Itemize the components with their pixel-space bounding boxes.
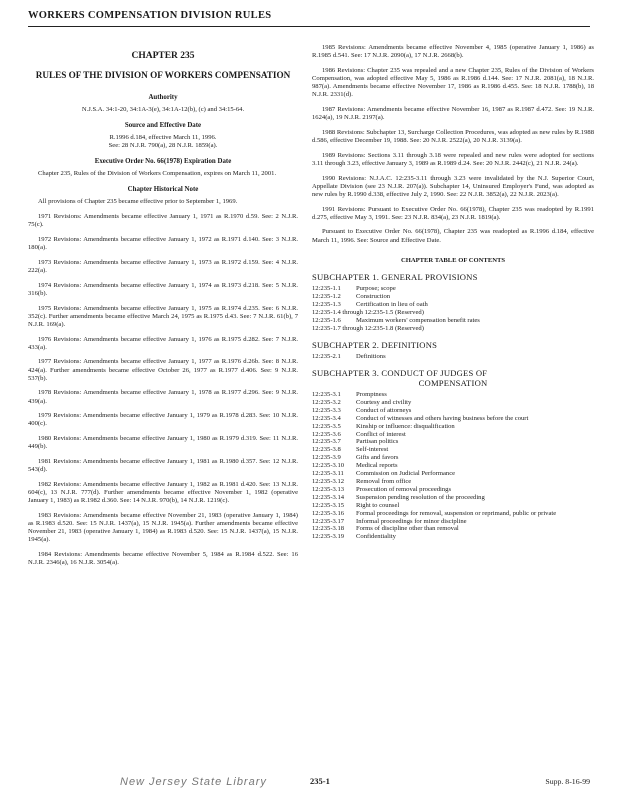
history-paragraph: 1988 Revisions: Subchapter 13, Surcharge Collection Procedures, was adopted as new rules by R.1988 d.586, effective December 19, 1988. See: 20 N.J.R. 2522(a), 20 N.J.R. 3139(a). (312, 128, 594, 144)
toc-section-number: 12:235-3.2 (312, 398, 341, 406)
source-line: See: 28 N.J.R. 790(a), 28 N.J.R. 1859(a). (108, 141, 218, 149)
toc-entry (312, 407, 594, 415)
toc-entry (312, 462, 594, 470)
toc-section-title: Prosecution of removal proceedings (356, 485, 452, 493)
history-paragraph: 1990 Revisions: N.J.A.C. 12:235-3.11 through 3.23 were invalidated by the N.J. Superior Court, Appellate Division (see 23 N.J.R. 207(a)). Subchapter 14, Uninsured Employer's Fund, was adopted as new rules by R.1990 d.338, effective July 2, 1990. See: 22 N.J.R. 3852(a), 22 N.J.R. 2023(a). (312, 174, 594, 198)
toc-entry (312, 533, 594, 541)
toc-section-number: 12:235-2.1 (312, 353, 341, 361)
executive-order-heading: Executive Order No. 66(1978) Expiration Date (94, 158, 232, 166)
toc-section-title: Forms of discipline other than removal (356, 525, 459, 533)
toc-entry (312, 494, 594, 502)
running-head: WORKERS COMPENSATION DIVISION RULES (28, 10, 272, 21)
toc-section-title: Kinship or influence: disqualification (356, 422, 455, 430)
toc-section-title: Certification in lieu of oath (356, 301, 428, 308)
authority-heading: Authority (148, 93, 178, 101)
toc-entry (312, 423, 594, 431)
history-paragraph: 1985 Revisions: Amendments became effective November 4, 1985 (operative January 1, 1986) as R.1985 d.541. See: 17 N.J.R. 2090(a), 17 N.J.R. 2668(b). (312, 44, 594, 60)
toc-section-title: Maximum workers' compensation benefit rates (356, 316, 480, 324)
toc-section-number: 12:235-3.14 (312, 493, 345, 501)
history-paragraph: 1978 Revisions: Amendments became effective January 1, 1978 as R.1977 d.296. See: 9 N.J.R. 439(a). (28, 389, 298, 405)
toc-section-title (424, 325, 594, 333)
table-of-contents-title: CHAPTER TABLE OF CONTENTS (400, 256, 506, 264)
toc-entry (312, 518, 594, 526)
history-paragraph: 1983 Revisions: Amendments became effective November 21, 1983 (operative January 1, 1984) as R.1983 d.520. See: 15 N.J.R. 1437(a), 15 N.J.R. 1945(a). Further amendments became effective November 21, 1983 (operative January 1, 1984) as R.1983 d.520. See: 15 N.J.R. 1437(a), 15 N.J.R. 1945(a). (28, 511, 298, 544)
toc-section-title (424, 309, 594, 317)
toc-entry (312, 399, 594, 407)
toc-entry (312, 446, 594, 454)
toc-entry (312, 431, 594, 439)
subchapter-heading-continuation: COMPENSATION (418, 377, 488, 388)
history-paragraph: 1984 Revisions: Amendments became effective November 5, 1984 as R.1984 d.522. See: 16 N.J.R. 2346(a), 16 N.J.R. 3054(a). (28, 550, 298, 567)
subchapter-heading: SUBCHAPTER 2. DEFINITIONS (312, 339, 438, 350)
toc-section-title: Gifts and favors (356, 454, 399, 462)
history-paragraph: 1979 Revisions: Amendments became effective January 1, 1979 as R.1978 d.283. See: 10 N.J.R. 400(c). (28, 412, 298, 428)
toc-section-title: Purpose; scope (356, 285, 396, 293)
source-heading: Source and Effective Date (124, 121, 202, 129)
toc-section-number: 12:235-1.6 (312, 316, 341, 324)
history-paragraph: 1977 Revisions: Amendments became effective January 1, 1977 as R.1976 d.26b. See: 8 N.J.R. 424(a). Further amendments became effective October 26, 1977 as R.1977 d.406. See: 9 N.J.R. 537(b). (28, 358, 298, 382)
toc-entry (312, 470, 594, 478)
toc-section-number: 12:235-3.8 (312, 446, 341, 454)
history-paragraph: Pursuant to Executive Order No. 66(1978), Chapter 235 was readopted as R.1996 d.184, effective March 11, 1996. See: Source and Effective Date. (312, 228, 594, 244)
toc-section-number: 12:235-3.12 (312, 478, 345, 485)
history-paragraph: 1987 Revisions: Amendments became effective November 16, 1987 as R.1987 d.472. See: 19 N.J.R. 1624(a), 19 N.J.R. 2197(a). (312, 105, 594, 122)
toc-section-number: 12:235-3.15 (312, 501, 345, 509)
history-paragraph: 1975 Revisions: Amendments became effective January 1, 1975 as R.1974 d.235. See: 6 N.J.R. 352(c). Further amendments became effective March 24, 1975 as R.1975 d.43. See: 7 N.J.R. 61(b), 7 N.J.R. 169(a). (28, 304, 298, 328)
historical-note-heading: Chapter Historical Note (127, 186, 199, 194)
subchapter-heading: SUBCHAPTER 1. GENERAL PROVISIONS (312, 271, 478, 282)
history-paragraph: 1974 Revisions: Amendments became effective January 1, 1974 as R.1973 d.218. See: 5 N.J.R. 316(b). (28, 281, 298, 297)
toc-entry (312, 502, 594, 510)
toc-section-title: Right to counsel (356, 501, 400, 509)
toc-section-title: Courtesy and civility (356, 398, 412, 406)
toc-entry (312, 353, 594, 361)
toc-section-number: 12:235-3.3 (312, 406, 341, 414)
toc-section-number: 12:235-3.7 (312, 438, 341, 446)
history-paragraph: All provisions of Chapter 235 became effective prior to September 1, 1969. (38, 198, 238, 206)
history-paragraph: 1972 Revisions: Amendments became effective January 1, 1972 as R.1971 d.140. See: 3 N.J.R. 180(a). (28, 236, 298, 252)
page-number: 235-1 (310, 776, 330, 786)
toc-section-number: 12:235-3.19 (312, 533, 345, 541)
toc-section-title: Informal proceedings for minor discipline (356, 517, 467, 525)
toc-section-title: Commission on Judicial Performance (356, 470, 456, 478)
toc-section-title: Partisan politics (356, 438, 399, 446)
toc-section-title: Promptness (356, 391, 387, 399)
toc-entry (312, 309, 594, 317)
history-paragraph: 1989 Revisions: Sections 3.11 through 3.18 were repealed and new rules were adopted for sections 3.11 through 3.23, effective January 3, 1989 as R.1989 d.24. See: 20 N.J.R. 2442(c), 21 N.J.R. 24(a). (312, 151, 594, 167)
toc-entry (312, 454, 594, 462)
toc-entry (312, 415, 594, 423)
toc-entry (312, 317, 594, 325)
toc-section-number: 12:235-1.4 through 12:235-1.5 (Reserved) (312, 308, 424, 316)
toc-section-title: Suspension pending resolution of the proceeding (356, 493, 485, 501)
toc-entry (312, 510, 594, 518)
supplement-date: Supp. 8-16-99 (545, 777, 590, 786)
history-paragraph: 1976 Revisions: Amendments became effective January 1, 1976 as R.1975 d.282. See: 7 N.J.R. 433(a). (28, 335, 298, 351)
toc-section-title: Self-interest (356, 446, 389, 454)
history-paragraph: 1971 Revisions: Amendments became effective January 1, 1971 as R.1970 d.59. See: 2 N.J.R. 75(c). (28, 213, 298, 229)
toc-entry (312, 285, 594, 293)
toc-entry (312, 478, 594, 486)
toc-entry (312, 325, 594, 333)
toc-section-title: Medical reports (356, 462, 398, 470)
toc-section-title: Construction (356, 293, 391, 301)
subchapter-heading (312, 369, 594, 388)
toc-list (312, 353, 594, 361)
toc-section-number: 12:235-1.2 (312, 293, 341, 301)
history-paragraph: 1982 Revisions: Amendments became effective January 1, 1982 as R.1981 d.420. See: 13 N.J.R. 604(c), 13 N.J.R. 777(d). Further amendments became effective November 1, 1982 (operative January 1, 1983) as R.1982 d.360. See: 14 N.J.R. 970(b), 14 N.J.R. 1219(c). (28, 480, 298, 505)
history-paragraph: 1980 Revisions: Amendments became effective January 1, 1980 as R.1979 d.319. See: 11 N.J.R. 449(b). (28, 435, 298, 451)
toc-section-number: 12:235-3.1 (312, 391, 341, 399)
history-paragraph: 1986 Revisions: Chapter 235 was repealed and a new Chapter 235, Rules of the Division of Workers Compensation, was adopted effective May 5, 1986 as R.1986 d.144. See: 17 N.J.R. 2081(a), 18 N.J.R. 987(a). Amendments became effective November 17, 1986 as R.1986 d.455. See: 18 N.J.R. 1788(b), 18 N.J.R. 2331(d). (312, 66, 594, 99)
toc-section-title: Conflict of interest (356, 430, 406, 438)
toc-section-number: 12:235-1.7 through 12:235-1.8 (Reserved) (312, 324, 424, 332)
history-paragraph: 1973 Revisions: Amendments became effective January 1, 1973 as R.1972 d.159. See: 4 N.J.R. 222(a). (28, 258, 298, 274)
history-paragraph: 1981 Revisions: Amendments became effective January 1, 1981 as R.1980 d.357. See: 12 N.J.R. 543(d). (28, 458, 298, 474)
toc-section-number: 12:235-3.18 (312, 525, 345, 533)
chapter-number: CHAPTER 235 (131, 51, 195, 61)
history-paragraph: 1991 Revisions: Pursuant to Executive Order No. 66(1978), Chapter 235 was readopted by R.1991 d.275, effective May 3, 1991. See: 23 N.J.R. 834(a), 23 N.J.R. 1819(a). (312, 205, 594, 221)
toc-section-title: Confidentiality (356, 533, 396, 541)
subchapter-heading-line: SUBCHAPTER 3. CONDUCT OF JUDGES OF (312, 368, 488, 379)
left-column (28, 44, 298, 574)
toc-section-number: 12:235-3.6 (312, 430, 341, 438)
toc-section-number: 12:235-3.17 (312, 517, 345, 525)
right-column (312, 44, 594, 541)
toc-entry (312, 486, 594, 494)
toc-section-title: Removal from office (356, 478, 412, 485)
toc-section-number: 12:235-3.11 (312, 470, 344, 478)
toc-entry (312, 525, 594, 533)
authority-text: N.J.S.A. 34:1-20, 34:1A-3(e), 34:1A-12(b), (c) and 34:15-64. (81, 105, 245, 113)
toc-list (312, 391, 594, 541)
library-stamp: New Jersey State Library (120, 776, 267, 788)
toc-section-number: 12:235-3.10 (312, 462, 345, 470)
toc-section-title: Formal proceedings for removal, suspension or reprimand, public or private (356, 509, 557, 517)
toc-section-number: 12:235-3.16 (312, 509, 345, 517)
executive-order-text: Chapter 235, Rules of the Division of Workers Compensation, expires on March 11, 2001. (38, 170, 277, 178)
toc-section-number: 12:235-3.5 (312, 422, 341, 430)
toc-entry (312, 301, 594, 309)
page-footer (120, 776, 590, 792)
toc-section-title: Definitions (356, 353, 386, 361)
toc-section-number: 12:235-3.9 (312, 454, 341, 462)
toc-section-title: Conduct of attorneys (356, 406, 412, 414)
toc-section-number: 12:235-3.13 (312, 485, 345, 493)
header-rule (28, 26, 590, 27)
toc-section-number: 12:235-3.4 (312, 414, 341, 422)
toc-section-number: 12:235-1.1 (312, 285, 341, 293)
toc-list (312, 285, 594, 332)
toc-section-number: 12:235-1.3 (312, 301, 341, 308)
toc-entry (312, 293, 594, 301)
toc-section-title: Conduct of witnesses and others having business before the court (356, 414, 529, 422)
source-line: R.1996 d.184, effective March 11, 1996. (109, 133, 217, 141)
toc-entry (312, 438, 594, 446)
chapter-title: RULES OF THE DIVISION OF WORKERS COMPENSATION (35, 70, 291, 81)
toc-entry (312, 391, 594, 399)
